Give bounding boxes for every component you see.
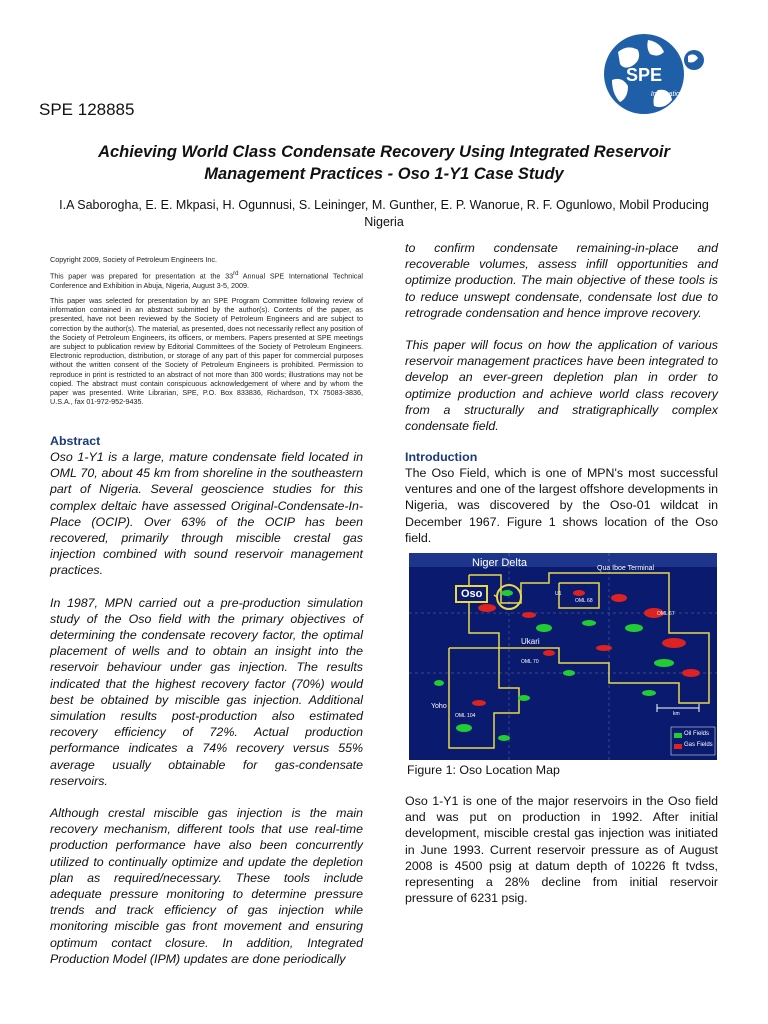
abstract-body-left: [50, 449, 363, 983]
introduction-paragraph-2: Oso 1-Y1 is one of the major reservoirs in the Oso field and was put on production in 1992. After initial development, miscible crestal gas injection was initiated in June 1993. Current reservoir pressure as of August 2008 is 4500 psig at datum depth of 10226 ft tvdss, representing a 28% decline from initial reservoir pressure of 6231 psig.: [405, 794, 718, 906]
paper-title: [40, 141, 728, 185]
authors-line-1: I.A Saborogha, E. E. Mkpasi, H. Ogunnusi, S. Leininger, M. Gunther, E. P. Wanorue, R. F. Ogunlowo, Mobil Producing: [59, 198, 709, 212]
conference-note-text-2: Annual SPE International Technical Conference and Exhibition in Abuja, Nigeria, August 3-5, 2009.: [50, 271, 363, 290]
abstract-paragraph-1: Oso 1-Y1 is a large, mature condensate field located in OML 70, about 45 km from shoreline in the southeastern part of Nigeria. Several geoscience studies for this complex deltaic have assessed Original-Condensate-In-Place (OCIP). Over 63% of the OCIP has been recovered, primarily through miscible crestal gas injection combined with sound reservoir management practices.: [50, 450, 363, 578]
legend-oil-fields: Oil Fields: [684, 731, 710, 737]
authors-line-2: Nigeria: [364, 215, 404, 229]
map-label-qua-iboe: Qua Iboe Terminal: [597, 565, 655, 572]
conference-note-text: This paper was prepared for presentation at the 33: [50, 271, 234, 281]
paper-id: SPE 128885: [39, 100, 135, 119]
abstract-paragraph-4: to confirm condensate remaining-in-place and recoverable volumes, assess infill opportunities and optimize production. The main objective of these tools is to reduce unswept condensate, condensate lost due to retrograde condensation and hence improve recovery.: [405, 241, 718, 320]
conference-note-sup: rd: [233, 271, 239, 278]
introduction-paragraph-1: The Oso Field, which is one of MPN's most successful ventures and one of the largest offshore developments in Nigeria, was discovered by the Oso-01 wildcat in December 1967. Figure 1 shows location of the Oso field.: [405, 466, 718, 545]
map-label-oso: Oso: [455, 585, 488, 603]
map-label-niger-delta: Niger Delta: [472, 557, 528, 569]
logo-subtitle: International: [650, 91, 690, 98]
title-line-2: Management Practices - Oso 1-Y1 Case Study: [204, 165, 564, 183]
authors: [40, 197, 728, 231]
abstract-paragraph-3: Although crestal miscible gas injection is the main recovery mechanism, different tools that use real-time production performance have also been concurrently utilized to continually optimize and update the depletion plan as required/necessary. These tools include adequate pressure monitoring to determine pressure trends and track efficiency of gas injection while monitoring miscible gas front movement and ensuring optimum contact closure. In addition, Integrated Production Model (IPM) updates are done periodically: [50, 806, 363, 966]
permission-note: This paper was selected for presentation by an SPE Program Committee following review of information contained in an abstract submitted by the author(s). Contents of the paper, as presented, have not been reviewed by the Society of Petroleum Engineers and are subject to correction by the author(s). The material, as presented, does not necessarily reflect any position of the Society of Petroleum Engineers, its officers, or members. Papers presented at SPE meetings are subject to publication review by Editorial Committees of the Society of Petroleum Engineers. Electronic reproduction, distribution, or storage of any part of this paper for commercial purposes without the written consent of the Society of Petroleum Engineers is prohibited. Permission to reproduce in print is restricted to an abstract of not more than 300 words; illustrations may not be copied. The abstract must contain conspicuous acknowledgement of where and by whom the paper was presented. Write Librarian, SPE, P.O. Box 833836, Richardson, TX 75083-3836, U.S.A., fax 01-972-952-9435.: [50, 296, 363, 407]
map-label-oml104: OML 104: [455, 713, 476, 719]
logo-text: SPE: [625, 65, 663, 85]
map-label-u1: U1: [555, 591, 562, 597]
map-label-km: km: [673, 711, 680, 717]
introduction-heading: Introduction: [405, 450, 478, 464]
legend-gas-fields: Gas Fields: [684, 742, 713, 748]
map-label-yoho: Yoho: [431, 703, 447, 710]
copyright-line: Copyright 2009, Society of Petroleum Engineers Inc.: [50, 255, 218, 264]
map-label-oml67: OML 67: [657, 611, 675, 617]
map-label-oml70: OML 70: [521, 659, 539, 665]
spe-logo: [598, 30, 710, 118]
abstract-heading: Abstract: [50, 434, 101, 448]
abstract-body-right: [405, 240, 718, 450]
figure-caption: Figure 1: Oso Location Map: [407, 763, 560, 777]
conference-note: [50, 270, 363, 290]
abstract-paragraph-2: In 1987, MPN carried out a pre-production simulation study of the Oso field with the primary objectives of determining the condensate recovery factor, the optimal placement of wells and to obtain an insight into the reservoir behaviour under gas injection. The results indicated that the highest recovery factor (70%) would best be obtained by miscible gas injection. Additional simulation results post-production also estimated recovery efficiency of 72%. Actual production performance indicates a 74% recovery versus 55% average usually obtainable for gas-condensate reservoirs.: [50, 595, 363, 788]
abstract-paragraph-5: This paper will focus on how the application of various reservoir management practices have been integrated to develop an ever-green depletion plan in order to optimize production and achieve world class recovery from a structurally and stratigraphically complex condensate field.: [405, 338, 718, 434]
oso-location-map: [409, 553, 717, 760]
title-line-1: Achieving World Class Condensate Recovery Using Integrated Reservoir: [98, 143, 670, 161]
spe-globe-icon: [598, 30, 710, 118]
map-label-ukari: Ukari: [521, 637, 540, 646]
map-label-oml68: OML 68: [575, 598, 593, 604]
copyright-block: [50, 255, 363, 412]
